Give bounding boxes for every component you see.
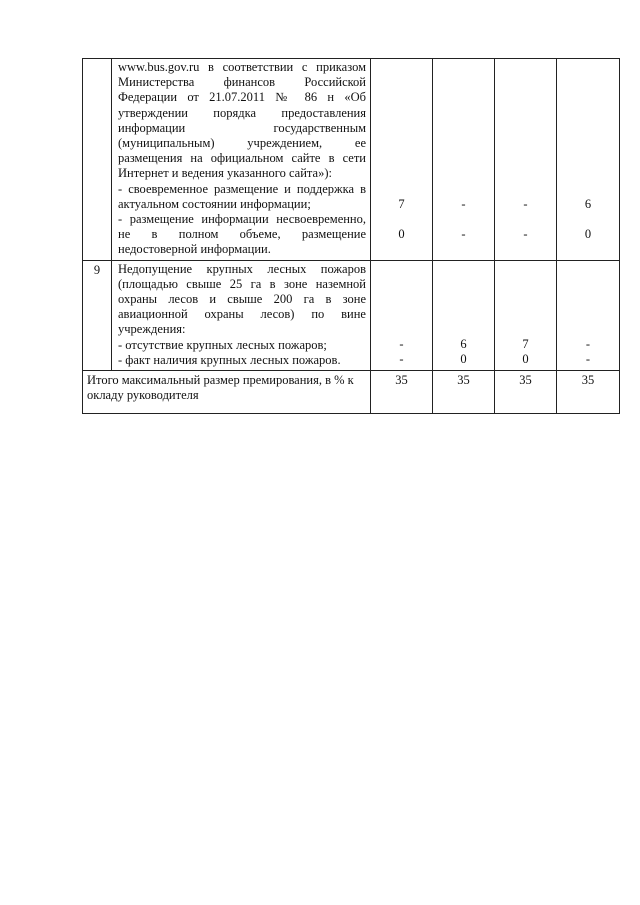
description-line: - своевременное размещение и поддержка в bbox=[118, 181, 366, 196]
value-cell-col3 bbox=[495, 260, 557, 370]
description-line: учреждения: bbox=[118, 322, 186, 337]
description-line: Интернет и ведения указанного сайта»): bbox=[118, 166, 332, 181]
description-line: недостоверной информации. bbox=[118, 242, 271, 257]
total-value: 35 bbox=[581, 373, 595, 388]
table-row-total bbox=[83, 371, 620, 414]
value-cell-col1 bbox=[371, 59, 433, 261]
description-line: информации государственным bbox=[118, 120, 366, 135]
value-top: - bbox=[523, 197, 528, 211]
value-bottom: - bbox=[585, 351, 591, 366]
description-line: - размещение информации несвоевременно, bbox=[118, 212, 366, 227]
row-number: 9 bbox=[93, 262, 101, 277]
value-top: 7 bbox=[398, 197, 405, 211]
value-top: - bbox=[399, 336, 404, 351]
description-line: (площадью свыше 25 га в зоне наземной bbox=[118, 276, 366, 291]
criterion-description bbox=[112, 59, 371, 261]
description-line: актуальном состоянии информации; bbox=[118, 196, 311, 211]
value-cell-col2 bbox=[433, 260, 495, 370]
description-line: не в полном объеме, размещение bbox=[118, 227, 366, 242]
value-top: 7 bbox=[522, 336, 529, 351]
total-value-col1 bbox=[371, 371, 433, 414]
total-value: 35 bbox=[519, 373, 532, 388]
description-line: www.bus.gov.ru в соответствии с приказом bbox=[118, 60, 366, 74]
value-cell-col2 bbox=[433, 59, 495, 261]
value-bottom: - bbox=[399, 351, 404, 366]
total-value: 35 bbox=[457, 373, 470, 388]
value-top: - bbox=[461, 197, 466, 211]
description-line: - отсутствие крупных лесных пожаров; bbox=[118, 337, 327, 352]
value-bottom: - bbox=[523, 227, 528, 242]
description-line: авиационной охраны лесов) по вине bbox=[118, 307, 366, 322]
value-bottom: 0 bbox=[584, 227, 592, 242]
description-line: Недопущение крупных лесных пожаров bbox=[118, 261, 366, 276]
value-cell-col1 bbox=[371, 260, 433, 370]
total-value-col4 bbox=[557, 371, 620, 414]
total-label: Итого максимальный размер премирования, в % к окладу руководителя bbox=[87, 373, 354, 403]
value-cell-col4 bbox=[557, 260, 620, 370]
total-value-col3 bbox=[495, 371, 557, 414]
total-value: 35 bbox=[395, 373, 408, 388]
bonus-criteria-table bbox=[82, 58, 620, 414]
value-cell-col3 bbox=[495, 59, 557, 261]
value-top: 6 bbox=[460, 336, 467, 351]
description-line: (муниципальным) учреждением, ее bbox=[118, 136, 366, 151]
description-line: размещения на официальном сайте в сети bbox=[118, 151, 366, 166]
description-line: охраны лесов и свыше 200 га в зоне bbox=[118, 292, 366, 307]
criterion-description bbox=[112, 260, 371, 370]
value-top: 6 bbox=[584, 197, 592, 211]
table-row-9 bbox=[83, 260, 620, 370]
description-line: Министерства финансов Российской bbox=[118, 75, 366, 90]
value-cell-col4 bbox=[557, 59, 620, 261]
value-bottom: - bbox=[461, 227, 466, 242]
value-bottom: 0 bbox=[398, 227, 405, 242]
row-number-cell bbox=[83, 59, 112, 261]
total-label-cell bbox=[83, 371, 371, 414]
description-line: Федерации от 21.07.2011 № 86 н «Об bbox=[118, 90, 366, 105]
value-bottom: 0 bbox=[522, 351, 529, 366]
value-bottom: 0 bbox=[460, 351, 467, 366]
description-line: - факт наличия крупных лесных пожаров. bbox=[118, 352, 341, 367]
value-top: - bbox=[585, 336, 591, 351]
description-line: утверждении порядка предоставления bbox=[118, 105, 366, 120]
row-number-cell bbox=[83, 260, 112, 370]
total-value-col2 bbox=[433, 371, 495, 414]
table-row-continued bbox=[83, 59, 620, 261]
